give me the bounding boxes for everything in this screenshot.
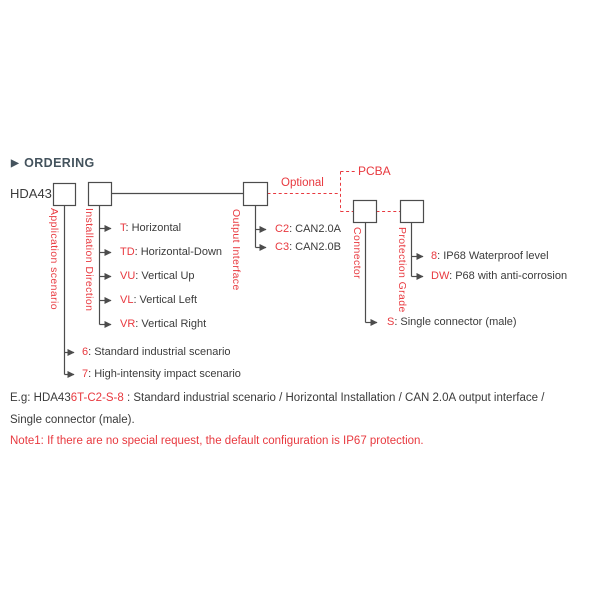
option-VR [120, 317, 206, 331]
pcba-label: PCBA [358, 164, 391, 178]
option-separator: : [449, 270, 453, 282]
column-label-application-scenario: Application scenario [48, 208, 60, 310]
option-separator: : [135, 318, 139, 330]
option-code: C2 [275, 223, 290, 235]
box-application-scenario [54, 184, 76, 206]
optional-label: Optional [281, 177, 324, 189]
option-code: S [387, 316, 395, 328]
option-8 [431, 249, 549, 263]
box-output-interface [244, 183, 268, 206]
option-7 [82, 367, 241, 381]
option-desc: CAN2.0A [295, 223, 341, 235]
column-label-installation-direction: Installation Direction [83, 208, 95, 312]
option-separator: : [88, 368, 92, 380]
box-protection-grade [401, 201, 424, 223]
example-code: 6T-C2-S-8 [70, 392, 124, 404]
column-label-connector: Connector [351, 227, 363, 280]
option-code: DW [431, 270, 450, 282]
column-label-protection-grade: Protection Grade [396, 227, 408, 313]
option-code: VR [120, 318, 136, 330]
option-C2 [275, 222, 341, 236]
option-code: C3 [275, 241, 290, 253]
note-text: Note1: If there are no special request, the default configuration is IP67 protection. [10, 435, 424, 447]
option-separator: : [289, 241, 293, 253]
option-desc: CAN2.0B [295, 241, 341, 253]
option-DW [431, 269, 567, 283]
option-desc: Horizontal-Down [140, 246, 223, 258]
option-separator: : [133, 294, 137, 306]
column-label-output-interface: Output Interface [230, 209, 242, 291]
example-rest: : Standard industrial scenario / Horizontal Installation / CAN 2.0A output interface / [123, 392, 545, 404]
option-separator: : [88, 346, 92, 358]
model-prefix: HDA43 [10, 186, 52, 201]
option-desc: P68 with anti-corrosion [455, 270, 568, 282]
option-6 [82, 345, 231, 359]
option-separator: : [289, 223, 293, 235]
option-VU [120, 269, 195, 283]
example-prefix: E.g: HDA43 [10, 392, 71, 404]
option-TD [120, 245, 222, 259]
option-T [120, 221, 181, 235]
option-desc: Single connector (male) [400, 316, 517, 328]
option-S [387, 315, 517, 329]
option-desc: High-intensity impact scenario [94, 368, 241, 380]
section-header [11, 156, 95, 170]
option-C3 [275, 240, 341, 254]
option-separator: : [394, 316, 398, 328]
option-desc: IP68 Waterproof level [443, 250, 549, 262]
option-desc: Vertical Right [141, 318, 207, 330]
example-line-1 [10, 391, 544, 405]
option-code: 6 [82, 346, 89, 358]
option-separator: : [125, 222, 129, 234]
section-title: ORDERING [24, 156, 95, 170]
option-desc: Standard industrial scenario [94, 346, 231, 358]
option-VL [120, 293, 197, 307]
option-desc: Vertical Left [139, 294, 198, 306]
option-desc: Vertical Up [141, 270, 195, 282]
option-code: T [120, 222, 126, 234]
option-code: VL [120, 294, 134, 306]
option-code: VU [120, 270, 136, 282]
option-desc: Horizontal [131, 222, 182, 234]
box-connector [354, 201, 377, 223]
option-code: 7 [82, 368, 89, 380]
option-code: 8 [431, 250, 438, 262]
option-code: TD [120, 246, 135, 258]
example-line-2: Single connector (male). [10, 414, 135, 426]
option-separator: : [134, 246, 138, 258]
option-separator: : [437, 250, 441, 262]
option-separator: : [135, 270, 139, 282]
box-installation-direction [89, 183, 112, 206]
triangle-bullet-icon: ▶ [11, 158, 20, 169]
